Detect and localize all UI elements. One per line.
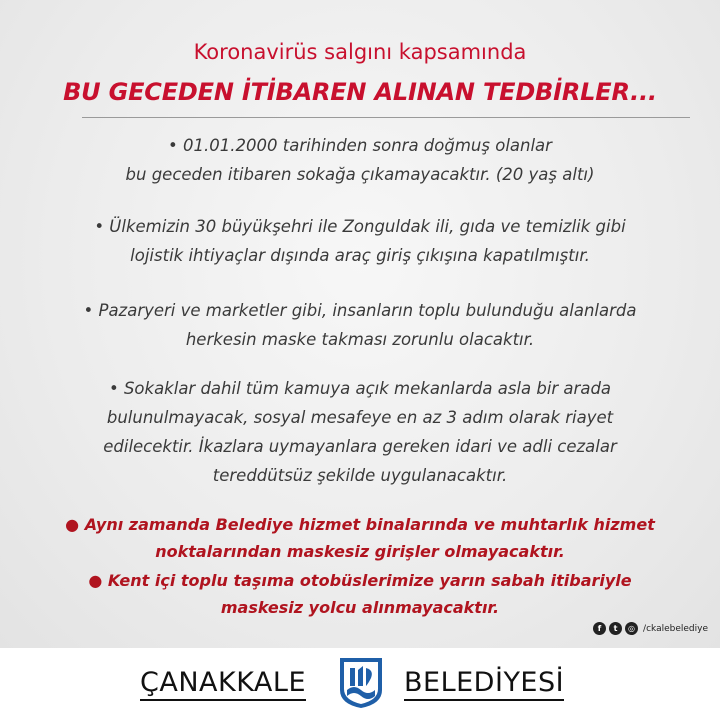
- notice-line: maskesiz yolcu alınmayacaktır.: [220, 598, 500, 617]
- header-subtitle: Koronavirüs salgını kapsamında: [193, 40, 527, 64]
- measure-item: [60, 131, 660, 189]
- brand-name-left: ÇANAKKALE: [140, 667, 306, 701]
- notice-item: [50, 567, 670, 621]
- measure-line: bu geceden itibaren sokağa çıkamayacaktır. (20 yaş altı): [125, 165, 595, 184]
- municipality-logo: [338, 656, 384, 710]
- header-title: BU GECEDEN İTİBAREN ALINAN TEDBİRLER...: [63, 78, 657, 106]
- notice-item: [50, 511, 670, 565]
- footer-banner: [0, 648, 720, 720]
- measure-line: • Pazaryeri ve marketler gibi, insanların toplu bulunduğu alanlarda: [83, 301, 637, 320]
- brand-name-right: BELEDİYESİ: [404, 667, 564, 701]
- header-divider: [82, 117, 690, 118]
- measure-item: [60, 212, 660, 270]
- measure-line: • Ülkemizin 30 büyükşehri ile Zonguldak ili, gıda ve temizlik gibi: [94, 217, 626, 236]
- measure-line: herkesin maske takması zorunlu olacaktır.: [185, 330, 535, 349]
- measure-item: [60, 374, 660, 490]
- notice-line: ● Kent içi toplu taşıma otobüslerimize yarın sabah itibariyle: [88, 571, 632, 590]
- twitter-icon[interactable]: t: [609, 622, 622, 635]
- measure-line: • 01.01.2000 tarihinden sonra doğmuş olanlar: [168, 136, 552, 155]
- notice-line: ● Aynı zamanda Belediye hizmet binalarında ve muhtarlık hizmet: [65, 515, 655, 534]
- social-links: [593, 622, 708, 635]
- notice-line: noktalarından maskesiz girişler olmayacaktır.: [155, 542, 565, 561]
- measure-line: • Sokaklar dahil tüm kamuya açık mekanlarda asla bir arada: [108, 379, 612, 398]
- measure-line: lojistik ihtiyaçlar dışında araç giriş çıkışına kapatılmıştır.: [130, 246, 590, 265]
- measure-line: tereddütsüz şekilde uygulanacaktır.: [212, 466, 508, 485]
- measure-item: [60, 296, 660, 354]
- measure-line: bulunulmayacak, sosyal mesafeye en az 3 adım olarak riayet: [106, 408, 614, 427]
- measure-line: edilecektir. İkazlara uymayanlara gereken idari ve adli cezalar: [103, 437, 617, 456]
- instagram-icon[interactable]: ◎: [625, 622, 638, 635]
- social-handle[interactable]: /ckalebelediye: [643, 623, 708, 634]
- facebook-icon[interactable]: f: [593, 622, 606, 635]
